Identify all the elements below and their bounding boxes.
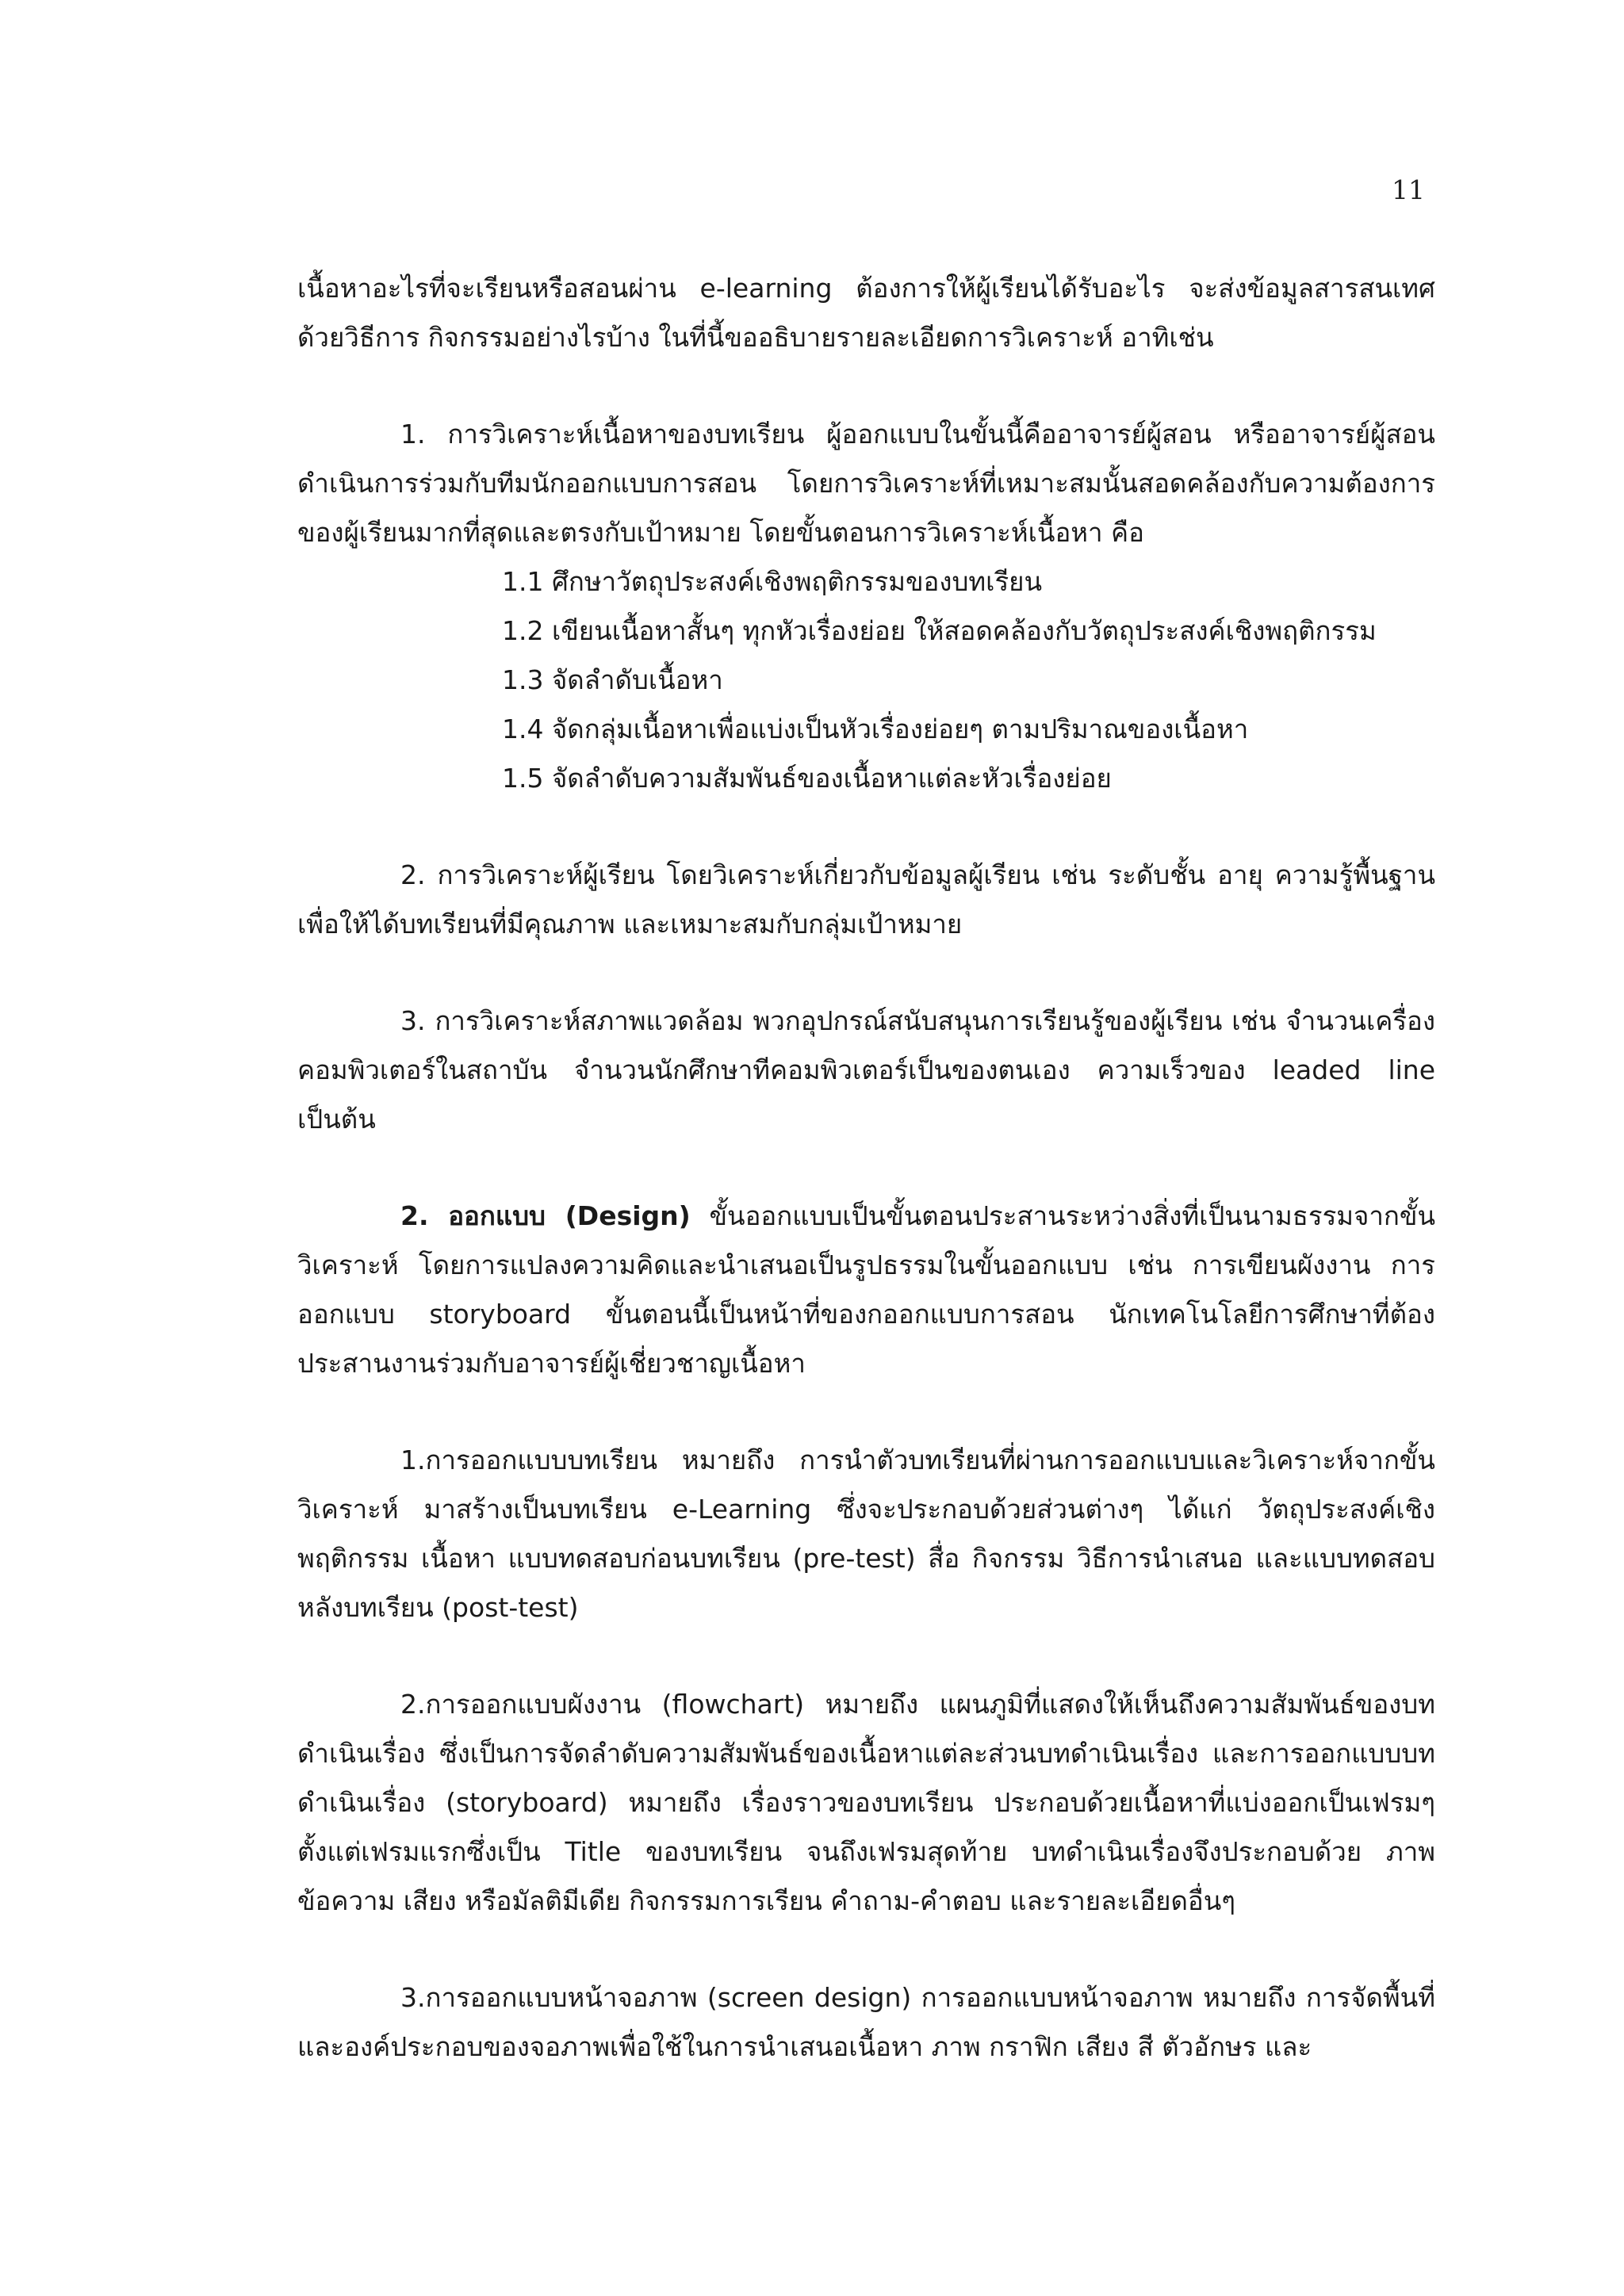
intro-paragraph: เนื้อหาอะไรที่จะเรียนหรือสอนผ่าน e-learning ต้องการให้ผู้เรียนได้รับอะไร จะส่งข้อมูลสารสนเทศด้วยวิธีการ กิจกรรมอย่างไรบ้าง ในที่นี้ขออธิบายรายละเอียดการวิเคราะห์ อาทิเช่น [297,273,1435,353]
screen-design-paragraph: 3.การออกแบบหน้าจอภาพ (screen design) การออกแบบหน้าจอภาพ หมายถึง การจัดพื้นที่และองค์ประกอบของจอภาพเพื่อใช้ในการนำเสนอเนื้อหา ภาพ กราฟิก เสียง สี ตัวอักษร และ [297,1982,1435,2062]
content-analysis-paragraph: 1. การวิเคราะห์เนื้อหาของบทเรียน ผู้ออกแบบในขั้นนี้คืออาจารย์ผู้สอน หรืออาจารย์ผู้สอนดำเนินการร่วมกับทีมนักออกแบบการสอน โดยการวิเคราะห์ที่เหมาะสมนั้นสอดคล้องกับความต้องการของผู้เรียนมากที่สุดและตรงกับเป้าหมาย โดยขั้นตอนการวิเคราะห์เนื้อหา คือ [297,419,1435,548]
design-paragraph [297,1192,1435,1388]
list-item: 1.1 ศึกษาวัตถุประสงค์เชิงพฤติกรรมของบทเรียน [502,566,1043,597]
list-item: 1.3 จัดลำดับเนื้อหา [502,664,723,695]
page-content [297,264,1435,2072]
page-number: 11 [1392,174,1425,205]
design-text: ขั้นออกแบบเป็นขั้นตอนประสานระหว่างสิ่งที่เป็นนามธรรมจากขั้นวิเคราะห์ โดยการแปลงความคิดและนำเสนอเป็นรูปธรรมในขั้นออกแบบ เช่น การเขียนผังงาน การออกแบบ storyboard ขั้นตอนนี้เป็นหน้าที่ของกออกแบบการสอน นักเทคโนโลยีการศึกษาที่ต้องประสานงานร่วมกับอาจารย์ผู้เชี่ยวชาญเนื้อหา [297,1200,1436,1379]
learner-analysis-paragraph: 2. การวิเคราะห์ผู้เรียน โดยวิเคราะห์เกี่ยวกับข้อมูลผู้เรียน เช่น ระดับชั้น อายุ ความรู้พื้นฐาน เพื่อให้ได้บทเรียนที่มีคุณภาพ และเหมาะสมกับกลุ่มเป้าหมาย [297,859,1435,939]
flowchart-design-paragraph: 2.การออกแบบผังงาน (flowchart) หมายถึง แผนภูมิที่แสดงให้เห็นถึงความสัมพันธ์ของบทดำเนินเรื่อง ซึ่งเป็นการจัดลำดับความสัมพันธ์ของเนื้อหาแต่ละส่วนบทดำเนินเรื่อง และการออกแบบบทดำเนินเรื่อง (storyboard) หมายถึง เรื่องราวของบทเรียน ประกอบด้วยเนื้อหาที่แบ่งออกเป็นเฟรมๆ ตั้งแต่เฟรมแรกซึ่งเป็น Title ของบทเรียน จนถึงเฟรมสุดท้าย บทดำเนินเรื่องจึงประกอบด้วย ภาพ ข้อความ เสียง หรือมัลติมีเดีย กิจกรรมการเรียน คำถาม-คำตอบ และรายละเอียดอื่นๆ [297,1689,1435,1916]
list-item: 1.4 จัดกลุ่มเนื้อหาเพื่อแบ่งเป็นหัวเรื่องย่อยๆ ตามปริมาณของเนื้อหา [502,714,1249,744]
list-item: 1.2 เขียนเนื้อหาสั้นๆ ทุกหัวเรื่องย่อย ให้สอดคล้องกับวัตถุประสงค์เชิงพฤติกรรม [502,615,1377,646]
list-item: 1.5 จัดลำดับความสัมพันธ์ของเนื้อหาแต่ละหัวเรื่องย่อย [502,763,1112,794]
design-heading: 2. ออกแบบ (Design) [400,1200,691,1231]
environment-analysis-paragraph: 3. การวิเคราะห์สภาพแวดล้อม พวกอุปกรณ์สนับสนุนการเรียนรู้ของผู้เรียน เช่น จำนวนเครื่องคอมพิวเตอร์ในสถาบัน จำนวนนักศึกษาทีคอมพิวเตอร์เป็นของตนเอง ความเร็วของ leaded line เป็นต้น [297,1005,1435,1135]
lesson-design-paragraph: 1.การออกแบบบทเรียน หมายถึง การนำตัวบทเรียนที่ผ่านการออกแบบและวิเคราะห์จากขั้นวิเคราะห์ มาสร้างเป็นบทเรียน e-Learning ซึ่งจะประกอบด้วยส่วนต่างๆ ได้แก่ วัตถุประสงค์เชิงพฤติกรรม เนื้อหา แบบทดสอบก่อนบทเรียน (pre-test) สื่อ กิจกรรม วิธีการนำเสนอ และแบบทดสอบหลังบทเรียน (post-test) [297,1445,1435,1623]
content-analysis-steps [297,557,1435,803]
